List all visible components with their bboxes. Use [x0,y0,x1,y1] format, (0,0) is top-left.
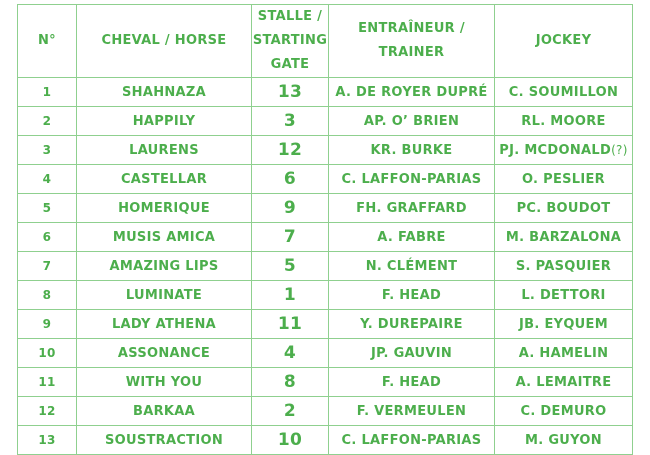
starting-gate-cell [252,368,329,397]
horse-name-cell [77,310,252,339]
row-number-text: 6 [42,230,52,244]
row-number-text: 13 [38,433,56,447]
starting-gate-cell [252,78,329,107]
starting-gate-text: 2 [283,401,297,421]
table-row [18,426,633,455]
header-horse: CHEVAL / HORSE [77,5,252,78]
starting-gate-text: 1 [283,285,297,305]
trainer-cell [329,78,495,107]
row-number-cell [18,252,77,281]
horse-name-text: HOMERIQUE [118,200,210,216]
horse-name-text: CASTELLAR [120,171,208,187]
horse-name-cell [77,281,252,310]
row-number-text: 7 [42,259,52,273]
row-number-cell [18,426,77,455]
jockey-text: M. GUYON [525,432,602,448]
horse-name-cell [77,107,252,136]
header-trainer-line: ENTRAÎNEUR / [358,21,465,36]
row-number-text: 8 [42,288,52,302]
table-row [18,368,633,397]
horse-name-text: LUMINATE [125,287,203,303]
starting-gate-text: 7 [283,227,297,247]
starting-gate-cell [252,339,329,368]
row-number-cell [18,194,77,223]
starting-gate-text: 10 [277,430,303,450]
horse-name-text: WITH YOU [125,374,203,390]
jockey-text: JB. EYQUEM [519,316,608,332]
table-row [18,223,633,252]
horse-name-cell [77,223,252,252]
trainer-cell [329,368,495,397]
jockey-cell [495,368,633,397]
starting-gate-text: 13 [277,82,303,102]
starting-gate-cell [252,165,329,194]
header-trainer-line: TRAINER [378,45,445,60]
runners-table-container [17,4,633,455]
table-row [18,397,633,426]
horse-name-text: MUSIS AMICA [112,229,216,245]
jockey-text: S. PASQUIER [515,258,612,274]
starting-gate-cell [252,397,329,426]
starting-gate-text: 11 [277,314,303,334]
jockey-text: PJ. MCDONALD [499,142,612,158]
horse-name-text: ASSONANCE [117,345,211,361]
horse-name-text: HAPPILY [132,113,196,129]
row-number-text: 3 [42,143,52,157]
jockey-cell [495,223,633,252]
table-row [18,78,633,107]
trainer-text: N. CLÉMENT [365,258,458,274]
row-number-text: 12 [38,404,56,418]
horse-name-cell [77,252,252,281]
horse-name-cell [77,78,252,107]
trainer-cell [329,281,495,310]
horse-name-cell [77,368,252,397]
table-row [18,136,633,165]
jockey-text: O. PESLIER [521,171,605,187]
trainer-text: F. VERMEULEN [356,403,467,419]
trainer-text: KR. BURKE [370,142,453,158]
trainer-text: A. DE ROYER DUPRÉ [335,84,488,100]
table-row [18,310,633,339]
trainer-text: JP. GAUVIN [370,345,453,361]
starting-gate-text: 5 [283,256,297,276]
trainer-text: AP. O’ BRIEN [363,113,460,129]
horse-name-cell [77,397,252,426]
jockey-cell [495,397,633,426]
horse-name-text: LADY ATHENA [111,316,217,332]
starting-gate-cell [252,281,329,310]
jockey-cell [495,310,633,339]
jockey-text: RL. MOORE [521,113,606,129]
horse-name-text: AMAZING LIPS [109,258,219,274]
jockey-text: L. DETTORI [521,287,606,303]
starting-gate-cell [252,223,329,252]
row-number-cell [18,136,77,165]
jockey-text: C. DEMURO [520,403,607,419]
jockey-note: (?) [611,142,628,157]
jockey-text: M. BARZALONA [505,229,622,245]
jockey-cell [495,165,633,194]
row-number-cell [18,310,77,339]
table-row [18,281,633,310]
table-row [18,165,633,194]
jockey-text: A. HAMELIN [518,345,609,361]
trainer-cell [329,223,495,252]
table-row [18,107,633,136]
jockey-cell [495,252,633,281]
trainer-cell [329,136,495,165]
header-gate-line: STALLE / [257,9,323,24]
table-body [18,78,633,455]
trainer-text: F. HEAD [381,287,442,303]
header-gate-line: GATE [270,57,310,72]
header-jockey: JOCKEY [495,5,633,78]
jockey-text: A. LEMAITRE [515,374,612,390]
starting-gate-text: 9 [283,198,297,218]
row-number-text: 10 [38,346,56,360]
jockey-cell [495,339,633,368]
header-gate-line: STARTING [252,33,328,48]
table-header-row [18,5,633,78]
row-number-text: 1 [42,85,52,99]
trainer-text: C. LAFFON-PARIAS [341,171,482,187]
jockey-cell [495,194,633,223]
row-number-cell [18,397,77,426]
trainer-cell [329,310,495,339]
starting-gate-text: 4 [283,343,297,363]
horse-name-cell [77,136,252,165]
horse-name-text: SHAHNAZA [121,84,206,100]
jockey-cell [495,281,633,310]
horse-name-cell [77,194,252,223]
trainer-cell [329,426,495,455]
row-number-cell [18,78,77,107]
jockey-text: C. SOUMILLON [508,84,619,100]
header-gate [252,5,329,78]
starting-gate-text: 6 [283,169,297,189]
table-row [18,339,633,368]
row-number-text: 11 [38,375,56,389]
starting-gate-cell [252,310,329,339]
row-number-text: 5 [42,201,52,215]
trainer-text: FH. GRAFFARD [356,200,467,216]
trainer-cell [329,252,495,281]
row-number-text: 9 [42,317,52,331]
header-number: N° [18,5,77,78]
trainer-cell [329,107,495,136]
jockey-text: PC. BOUDOT [516,200,611,216]
horse-name-cell [77,339,252,368]
row-number-cell [18,339,77,368]
trainer-cell [329,165,495,194]
horse-name-cell [77,165,252,194]
trainer-cell [329,339,495,368]
horse-name-text: SOUSTRACTION [104,432,224,448]
trainer-cell [329,397,495,426]
starting-gate-cell [252,194,329,223]
starting-gate-text: 3 [283,111,297,131]
horse-name-cell [77,426,252,455]
table-row [18,252,633,281]
row-number-cell [18,107,77,136]
jockey-cell [495,136,633,165]
starting-gate-cell [252,136,329,165]
starting-gate-cell [252,252,329,281]
trainer-text: Y. DUREPAIRE [360,316,463,332]
runners-table [17,4,633,455]
starting-gate-cell [252,426,329,455]
row-number-text: 4 [42,172,52,186]
trainer-text: C. LAFFON-PARIAS [341,432,482,448]
table-row [18,194,633,223]
trainer-cell [329,194,495,223]
row-number-cell [18,165,77,194]
jockey-cell [495,78,633,107]
row-number-cell [18,281,77,310]
jockey-cell [495,426,633,455]
row-number-text: 2 [42,114,52,128]
starting-gate-cell [252,107,329,136]
trainer-text: F. HEAD [381,374,442,390]
header-trainer [329,5,495,78]
horse-name-text: BARKAA [133,403,195,419]
jockey-cell [495,107,633,136]
starting-gate-text: 12 [277,140,303,160]
row-number-cell [18,223,77,252]
horse-name-text: LAURENS [129,142,199,158]
trainer-text: A. FABRE [377,229,446,245]
row-number-cell [18,368,77,397]
starting-gate-text: 8 [283,372,297,392]
